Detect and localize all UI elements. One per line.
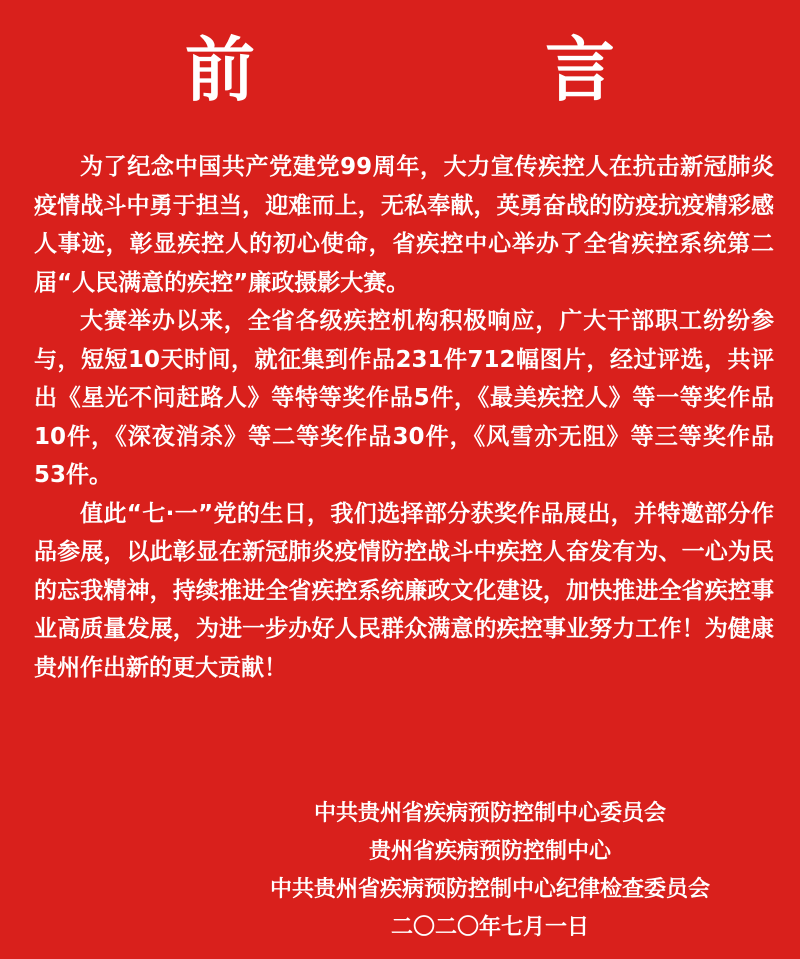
paragraph-2: 大赛举办以来，全省各级疾控机构积极响应，广大干部职工纷纷参与，短短10天时间，就征集到作品231件712幅图片，经过评选，共评出《星光不问赶路人》等特等奖作品5件，《最美疾控人》等一等奖作品10件，《深夜消杀》等二等奖作品30件，《风雪亦无阻》等三等奖作品53件。 [34,308,774,488]
signature-org-party-committee: 中共贵州省疾病预防控制中心委员会 [313,801,666,826]
signature-org-cdc: 贵州省疾病预防控制中心 [368,839,611,864]
paragraph-3: 值此“七·一”党的生日，我们选择部分获奖作品展出，并特邀部分作品参展，以此彰显在新冠肺炎疫情防控战斗中疾控人奋发有为、一心为民的忘我精神，持续推进全省疾控系统廉政文化建设，加快推进全省疾控事业高质量发展，为进一步办好人民群众满意的疾控事业努力工作！为健康贵州作出新的更大贡献！ [34,500,774,681]
paragraph-1: 为了纪念中国共产党建党99周年，大力宣传疾控人在抗击新冠肺炎疫情战斗中勇于担当，迎难而上，无私奉献，英勇奋战的防疫抗疫精彩感人事迹，彰显疾控人的初心使命，省疾控中心举办了全省疾控系统第二届“人民满意的疾控”廉政摄影大赛。 [34,154,774,296]
page-title: 前 言 [185,29,725,111]
signature-block [200,795,780,947]
preface-body [34,148,774,687]
signature-org-discipline-committee: 中共贵州省疾病预防控制中心纪律检查委员会 [269,877,710,902]
signature-date: 二〇二〇年七月一日 [390,915,589,940]
